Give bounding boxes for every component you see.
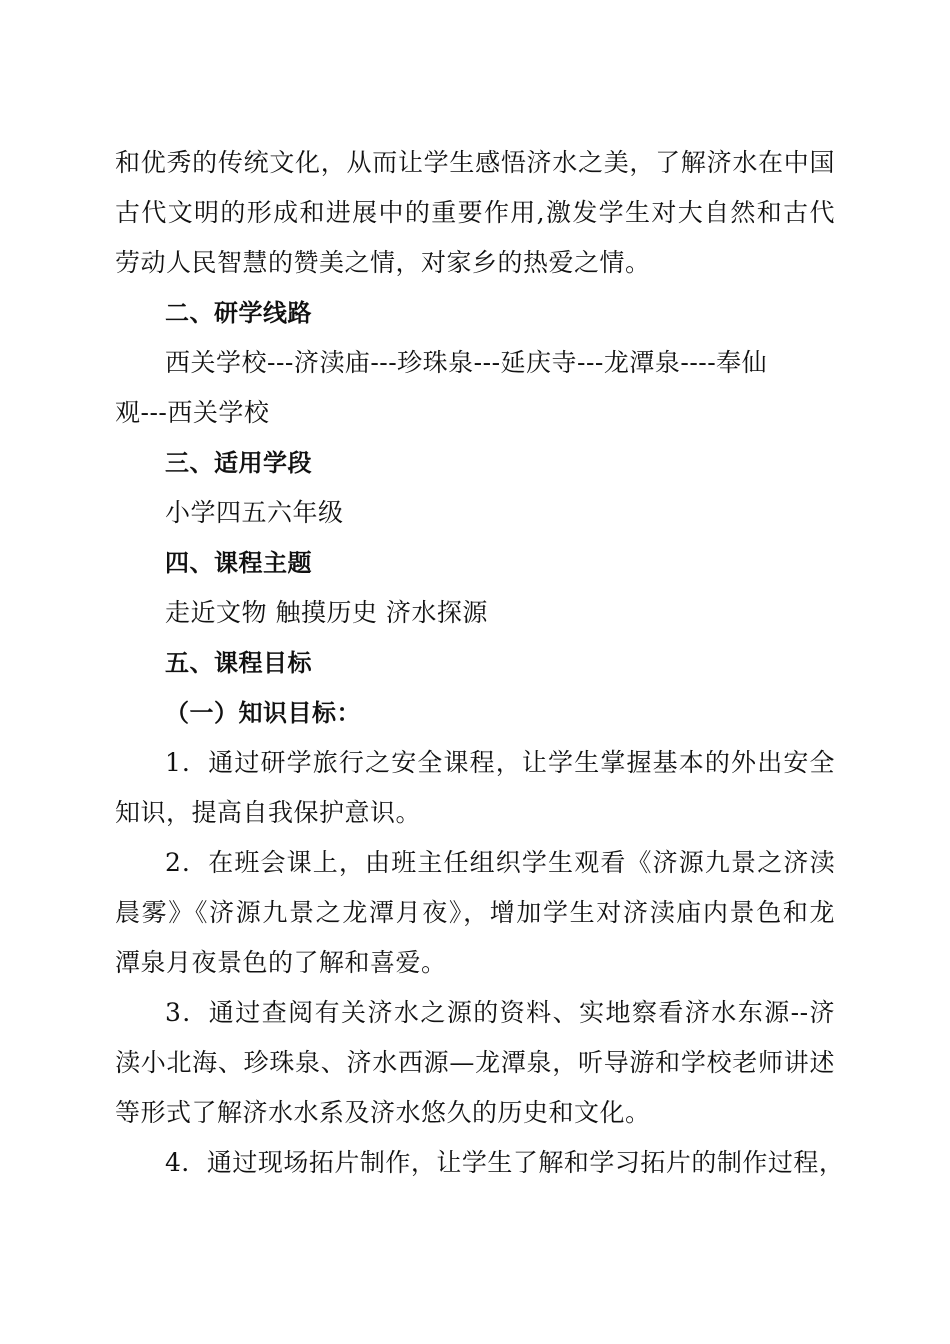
goal-4-line-1: 4．通过现场拓片制作，让学生了解和学习拓片的制作过程，	[165, 1148, 845, 1177]
goal-2-line-1: 2．在班会课上，由班主任组织学生观看《济源九景之济渎	[165, 848, 835, 877]
knowledge-goals-subheading: （一）知识目标：	[165, 699, 361, 727]
goal-3-line-2: 渎小北海、珍珠泉、济水西源—龙潭泉，听导游和学校老师讲述	[115, 1048, 835, 1077]
goal-3-line-1: 3．通过查阅有关济水之源的资料、实地察看济水东源--济	[165, 998, 835, 1027]
route-line-1: 西关学校---济渎庙---珍珠泉---延庆寺---龙潭泉----奉仙	[165, 348, 768, 377]
section-2-heading: 二、研学线路	[165, 299, 312, 327]
route-line-2: 观---西关学校	[115, 398, 270, 427]
section-4-heading: 四、课程主题	[165, 549, 312, 577]
section-5-heading: 五、课程目标	[165, 649, 312, 677]
intro-line-3: 劳动人民智慧的赞美之情，对家乡的热爱之情。	[115, 248, 651, 277]
goal-2-line-3: 潭泉月夜景色的了解和喜爱。	[115, 948, 447, 977]
goal-3-line-3: 等形式了解济水水系及济水悠久的历史和文化。	[115, 1098, 651, 1127]
section-3-heading: 三、适用学段	[165, 449, 312, 477]
intro-line-2: 古代文明的形成和进展中的重要作用,激发学生对大自然和古代	[115, 198, 835, 227]
course-theme-text: 走近文物 触摸历史 济水探源	[165, 598, 488, 627]
intro-line-1: 和优秀的传统文化，从而让学生感悟济水之美，了解济水在中国	[115, 148, 835, 177]
goal-1-line-2: 知识，提高自我保护意识。	[115, 798, 422, 827]
goal-1-line-1: 1．通过研学旅行之安全课程，让学生掌握基本的外出安全	[165, 748, 835, 777]
goal-2-line-2: 晨雾》《济源九景之龙潭月夜》，增加学生对济渎庙内景色和龙	[115, 898, 835, 927]
grade-level-text: 小学四五六年级	[165, 498, 344, 527]
